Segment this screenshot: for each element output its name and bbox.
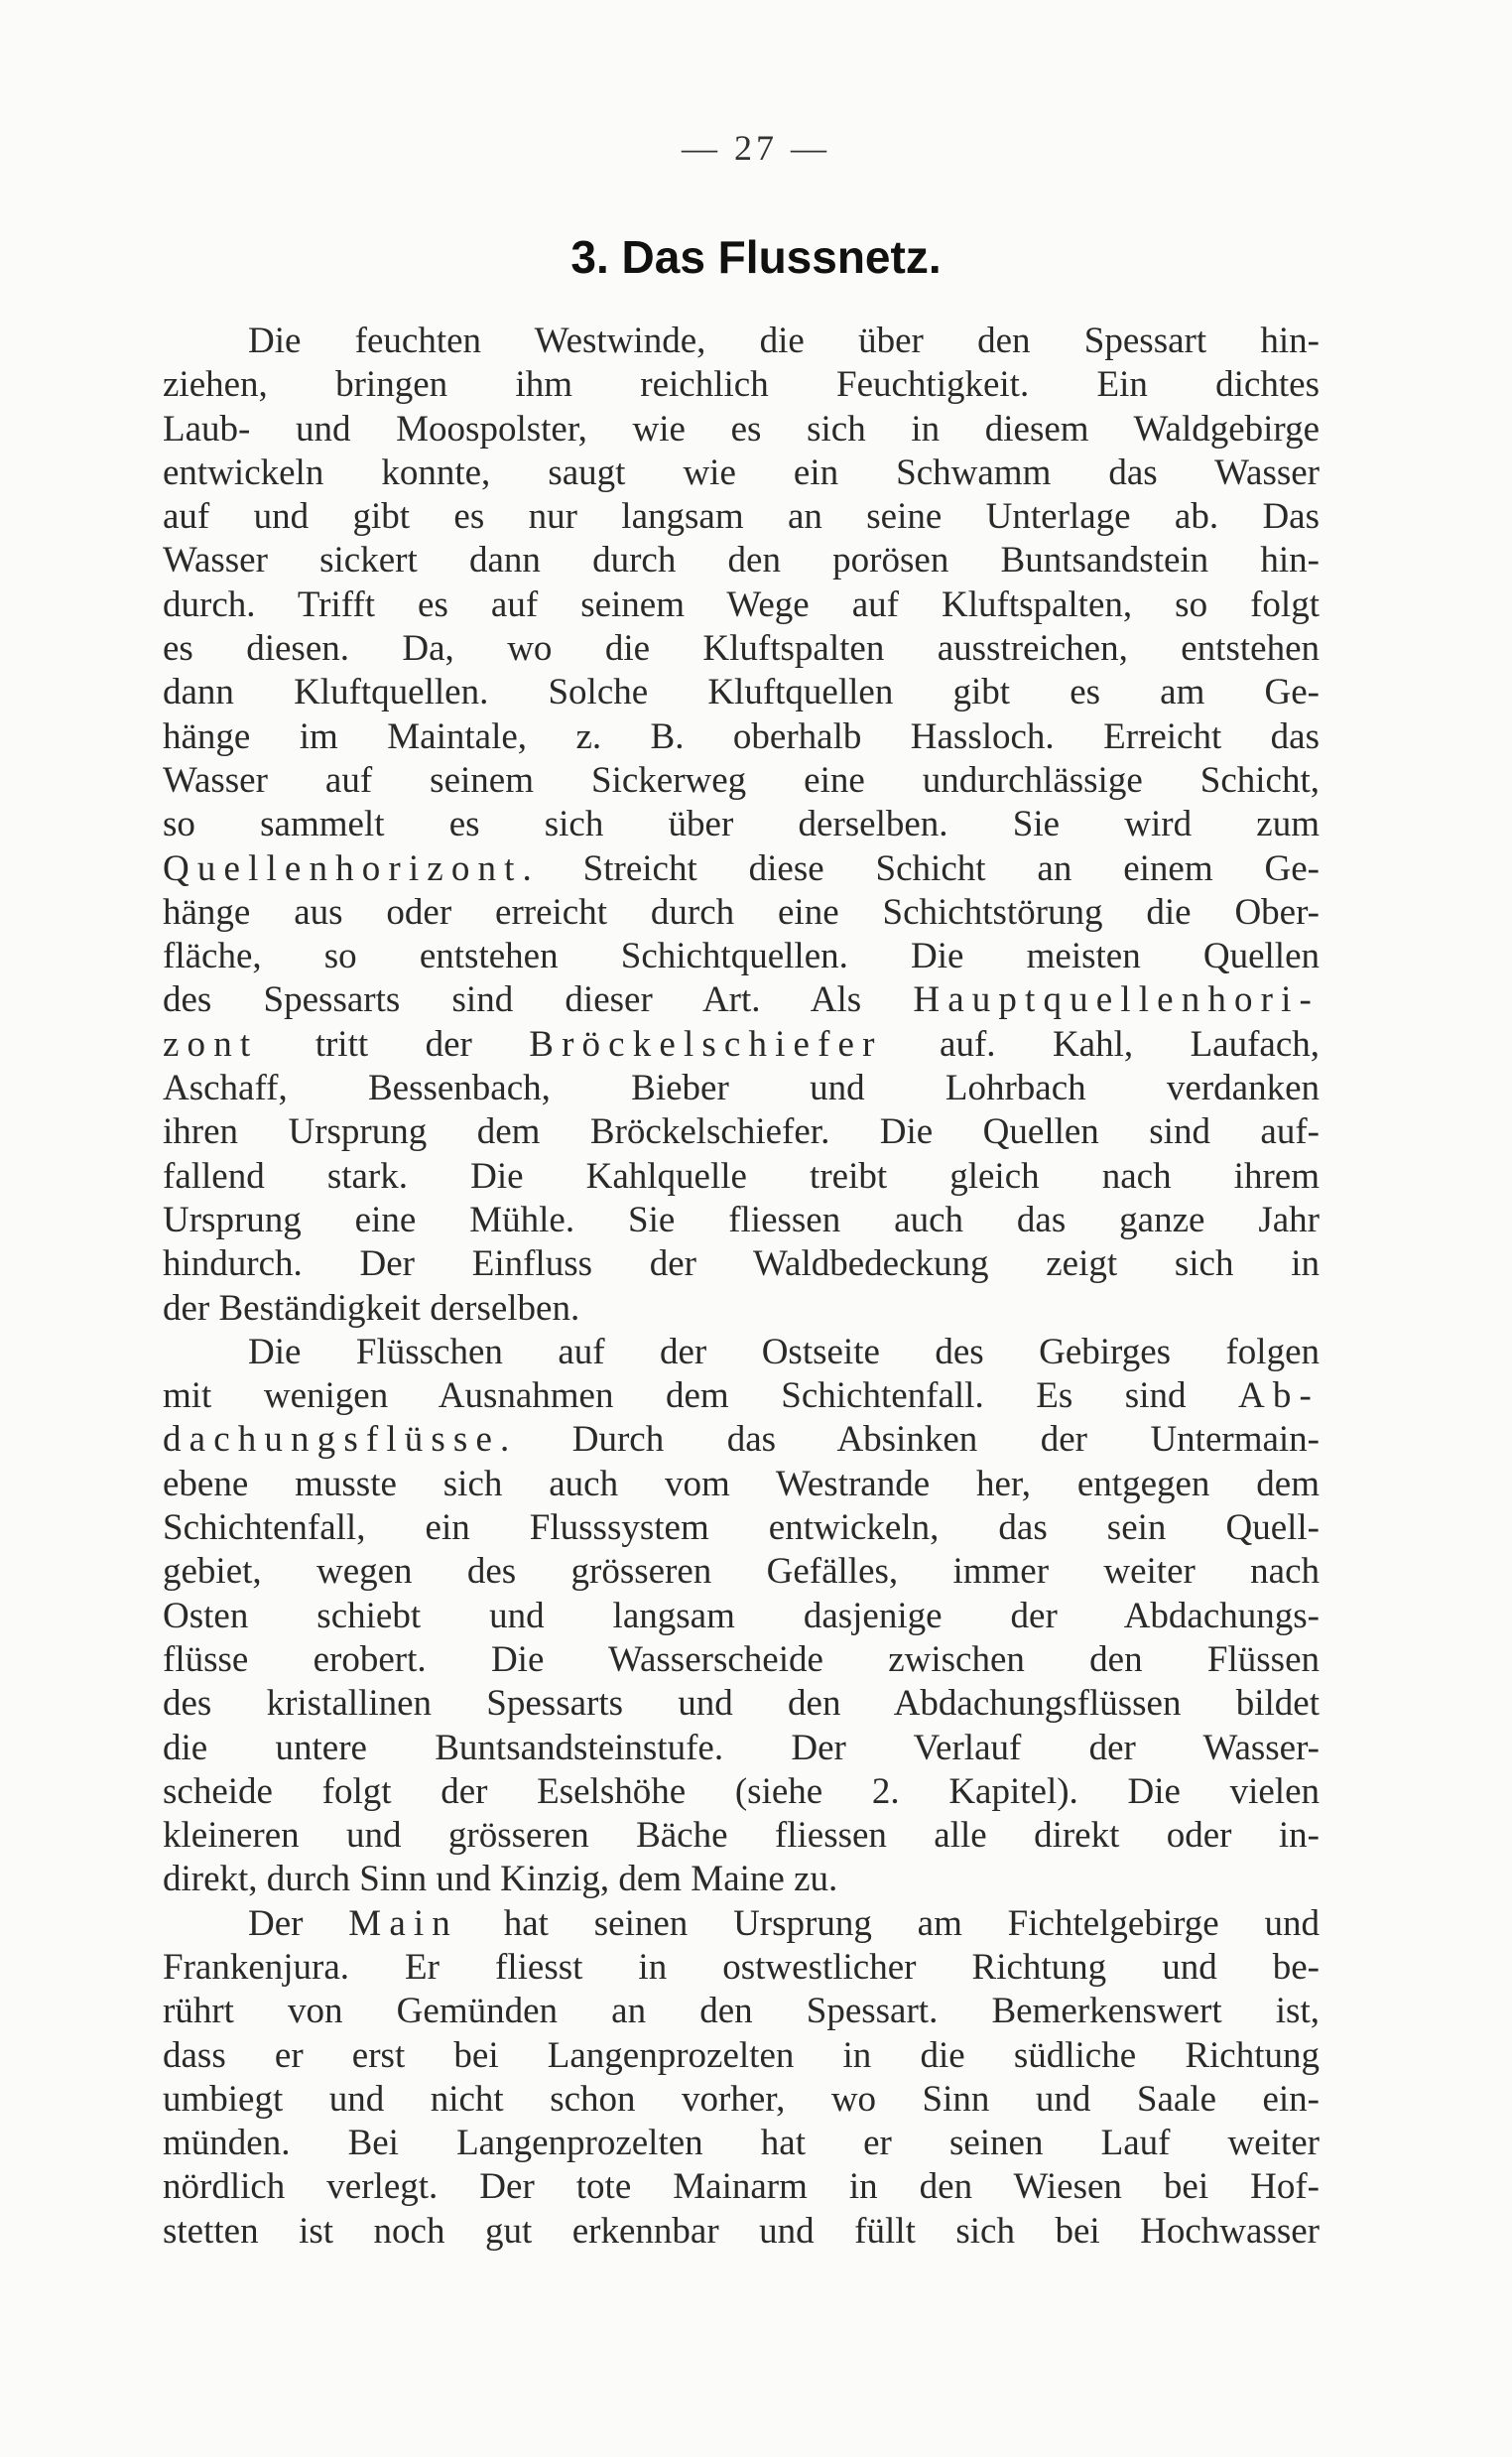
text-segment: dann Kluftquellen. Solche Kluftquellen gibt es am Ge-: [163, 672, 1320, 713]
text-line: [163, 1727, 1320, 1770]
text-line: [163, 1858, 1320, 1901]
text-line: [163, 1902, 1320, 1946]
text-line: [163, 539, 1320, 582]
text-segment: hänge im Maintale, z. B. oberhalb Hassloch. Erreicht das: [163, 715, 1320, 757]
text-segment: umbiegt und nicht schon vorher, wo Sinn und Saale ein-: [163, 2078, 1320, 2120]
text-segment: tritt der: [258, 1023, 530, 1065]
text-line: [163, 1374, 1320, 1418]
text-line: [163, 1110, 1320, 1154]
text-line: [163, 1463, 1320, 1506]
text-segment: ebene musste sich auch vom Westrande her, entgegen dem: [163, 1463, 1320, 1504]
text-line: [163, 627, 1320, 671]
text-segment: hänge aus oder erreicht durch eine Schichtstörung die Ober-: [163, 891, 1320, 933]
text-segment: der Beständigkeit derselben.: [163, 1287, 580, 1329]
text-line: [163, 495, 1320, 539]
text-line: [163, 408, 1320, 452]
text-line: [163, 1595, 1320, 1638]
text-line: [163, 320, 1320, 363]
text-segment: Osten schiebt und langsam dasjenige der Abdachungs-: [163, 1595, 1320, 1636]
text-segment: Aschaff, Bessenbach, Bieber und Lohrbach verdanken: [163, 1068, 1320, 1109]
text-segment: Ursprung eine Mühle. Sie fliessen auch das ganze Jahr: [163, 1199, 1320, 1240]
text-segment: hat seinen Ursprung am Fichtelgebirge und: [457, 1902, 1320, 1944]
text-line: [163, 1155, 1320, 1199]
text-segment: stetten ist noch gut erkennbar und füllt sich bei Hochwasser: [163, 2210, 1320, 2252]
body-text: [163, 320, 1320, 2254]
text-segment: flüsse erobert. Die Wasserscheide zwischen den Flüssen: [163, 1638, 1320, 1680]
paragraph: [163, 1902, 1320, 2254]
text-line: [163, 2165, 1320, 2209]
text-segment: auf. Kahl, Laufach,: [882, 1023, 1320, 1065]
page-number: — 27 —: [682, 128, 830, 168]
text-segment: es diesen. Da, wo die Kluftspalten ausstreichen, entstehen: [163, 628, 1320, 670]
text-segment: nördlich verlegt. Der tote Mainarm in den Wiesen bei Hof-: [163, 2166, 1320, 2208]
section-heading: 3. Das Flussnetz.: [570, 231, 942, 283]
text-line: [163, 2210, 1320, 2254]
text-line: [163, 2122, 1320, 2165]
text-line: [163, 1638, 1320, 1682]
text-line: [163, 891, 1320, 935]
text-line: [163, 1506, 1320, 1550]
text-segment: kleineren und grösseren Bäche fliessen alle direkt oder in-: [163, 1815, 1320, 1857]
text-segment: so sammelt es sich über derselben. Sie wird zum: [163, 804, 1320, 845]
text-line: [163, 363, 1320, 407]
spaced-emphasis: zont: [163, 1023, 259, 1065]
text-segment: durch. Trifft es auf seinem Wege auf Kluftspalten, so folgt: [163, 583, 1320, 625]
text-line: [163, 1770, 1320, 1814]
spaced-emphasis: Quellenhorizont: [163, 847, 523, 889]
paragraph: [163, 1331, 1320, 1902]
text-segment: mit wenigen Ausnahmen dem Schichtenfall. Es sind: [163, 1375, 1239, 1417]
spaced-emphasis: dachungsflüsse: [163, 1419, 501, 1461]
text-line: [163, 2078, 1320, 2122]
text-line: [163, 1814, 1320, 1858]
text-segment: Die Flüsschen auf der Ostseite des Gebirges folgen: [248, 1331, 1320, 1372]
text-segment: Frankenjura. Er fliesst in ostwestlicher Richtung und be-: [163, 1946, 1320, 1988]
text-line: [163, 1550, 1320, 1594]
spaced-emphasis: Hauptquellenhori-: [913, 979, 1320, 1021]
text-line: [163, 1331, 1320, 1374]
text-line: [163, 1242, 1320, 1286]
text-segment: fläche, so entstehen Schichtquellen. Die meisten Quellen: [163, 936, 1320, 977]
text-segment: Laub- und Moospolster, wie es sich in diesem Waldgebirge: [163, 408, 1320, 450]
text-line: [163, 1682, 1320, 1726]
text-line: [163, 1418, 1320, 1462]
text-line: [163, 1023, 1320, 1067]
text-segment: ihren Ursprung dem Bröckelschiefer. Die Quellen sind auf-: [163, 1111, 1320, 1153]
text-segment: Schichtenfall, ein Flusssystem entwickeln, das sein Quell-: [163, 1507, 1320, 1549]
text-segment: entwickeln konnte, saugt wie ein Schwamm das Wasser: [163, 452, 1320, 493]
text-line: [163, 583, 1320, 627]
text-segment: Der: [248, 1902, 349, 1944]
text-segment: gebiet, wegen des grösseren Gefälles, immer weiter nach: [163, 1551, 1320, 1593]
text-line: [163, 1287, 1320, 1331]
text-line: [163, 759, 1320, 803]
text-line: [163, 1067, 1320, 1110]
text-segment: . Durch das Absinken der Untermain-: [500, 1419, 1320, 1461]
spaced-emphasis: Bröckelschiefer: [529, 1023, 883, 1065]
text-segment: Wasser auf seinem Sickerweg eine undurchlässige Schicht,: [163, 759, 1320, 801]
text-segment: des Spessarts sind dieser Art. Als: [163, 979, 914, 1021]
text-line: [163, 1199, 1320, 1242]
text-line: [163, 847, 1320, 891]
text-segment: Wasser sickert dann durch den porösen Buntsandstein hin-: [163, 540, 1320, 582]
paragraph: [163, 320, 1320, 1331]
spaced-emphasis: Main: [348, 1902, 458, 1944]
text-segment: die untere Buntsandsteinstufe. Der Verlauf der Wasser-: [163, 1727, 1320, 1768]
text-segment: Die feuchten Westwinde, die über den Spessart hin-: [248, 321, 1320, 361]
text-segment: münden. Bei Langenprozelten hat er seinen Lauf weiter: [163, 2123, 1320, 2164]
text-segment: dass er erst bei Langenprozelten in die südliche Richtung: [163, 2034, 1320, 2076]
text-segment: hindurch. Der Einfluss der Waldbedeckung zeigt sich in: [163, 1243, 1320, 1285]
text-line: [163, 671, 1320, 714]
text-segment: fallend stark. Die Kahlquelle treibt gleich nach ihrem: [163, 1155, 1320, 1197]
text-line: [163, 1990, 1320, 2033]
text-line: [163, 452, 1320, 495]
text-segment: direkt, durch Sinn und Kinzig, dem Maine zu.: [163, 1859, 838, 1900]
text-line: [163, 2034, 1320, 2078]
text-segment: ziehen, bringen ihm reichlich Feuchtigkeit. Ein dichtes: [163, 364, 1320, 406]
text-line: [163, 715, 1320, 759]
text-segment: rührt von Gemünden an den Spessart. Bemerkenswert ist,: [163, 1991, 1320, 2032]
text-line: [163, 935, 1320, 978]
text-segment: des kristallinen Spessarts und den Abdachungsflüssen bildet: [163, 1683, 1320, 1725]
text-segment: . Streicht diese Schicht an einem Ge-: [522, 847, 1320, 889]
text-line: [163, 978, 1320, 1022]
text-segment: scheide folgt der Eselshöhe (siehe 2. Kapitel). Die vielen: [163, 1770, 1320, 1812]
text-segment: auf und gibt es nur langsam an seine Unterlage ab. Das: [163, 496, 1320, 538]
text-line: [163, 803, 1320, 846]
spaced-emphasis: Ab-: [1238, 1375, 1320, 1417]
text-line: [163, 1946, 1320, 1990]
